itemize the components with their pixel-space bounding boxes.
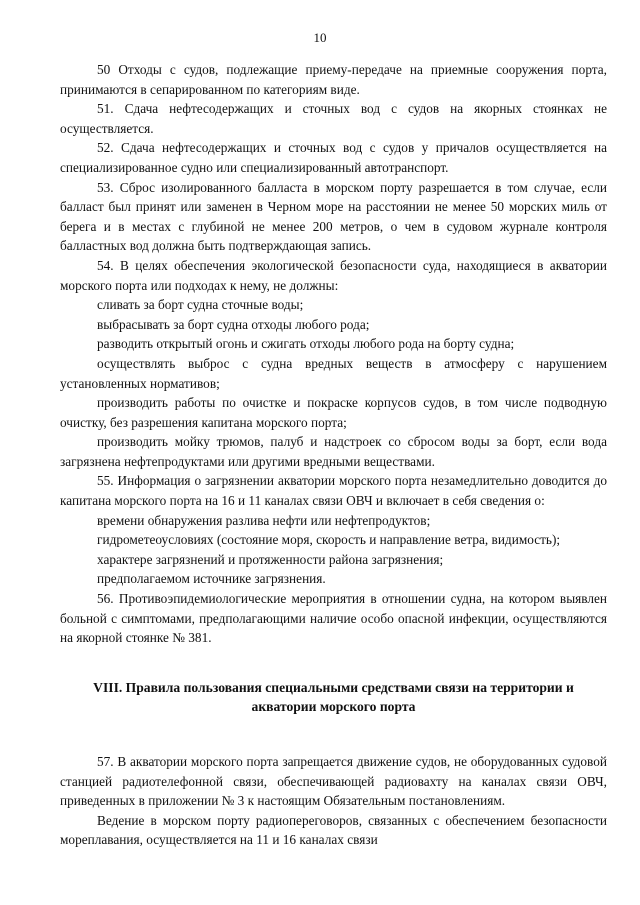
list-item: гидрометеоусловиях (состояние моря, скорость и направление ветра, видимость); [97, 532, 561, 548]
list-item: сливать за борт судна сточные воды; [97, 297, 304, 313]
list-item: времени обнаружения разлива нефти или нефтепродуктов; [97, 512, 431, 528]
paragraph-55: 55. Информация о загрязнении акватории морского порта незамедлительно доводится до капитана морского порта на 16 и 11 каналах связи ОВЧ и включает в себя сведения о: [60, 473, 607, 509]
list-item: характере загрязнений и протяженности района загрязнения; [97, 551, 444, 567]
paragraph-56: 56. Противоэпидемиологические мероприятия в отношении судна, на котором выявлен больной с симптомами, предполагающими наличие особо опасной инфекции, осуществляются на якорной стоянке № 381. [60, 591, 607, 646]
paragraph-52: 52. Сдача нефтесодержащих и сточных вод с судов у причалов осуществляется на специализированное судно или специализированный автотранспорт. [60, 140, 607, 175]
paragraph-54: 54. В целях обеспечения экологической безопасности суда, находящиеся в акватории морского порта или подходах к нему, не должны: [60, 257, 607, 293]
list-item: разводить открытый огонь и сжигать отходы любого рода на борту судна; [97, 336, 515, 352]
list-item: осуществлять выброс с судна вредных веществ в атмосферу с нарушением установленных нормативов; [60, 355, 607, 391]
paragraph-57-continued: Ведение в морском порту радиопереговоров, связанных с обеспечением безопасности мореплавания, осуществляется на 11 и 16 каналах связи [60, 812, 607, 848]
list-item: производить мойку трюмов, палуб и надстроек со сбросом воды за борт, если вода загрязнена нефтепродуктами или другими вредными веществами. [60, 434, 607, 469]
list-item: предполагаемом источнике загрязнения. [97, 571, 326, 587]
document-body [60, 60, 607, 850]
page-number: 10 [313, 30, 327, 45]
section-heading: VIII. Правила пользования специальными средствами связи на территории и акватории морского порта [93, 679, 574, 715]
paragraph-51: 51. Сдача нефтесодержащих и сточных вод с судов на якорных стоянках не осуществляется. [60, 101, 607, 136]
paragraph-53: 53. Сброс изолированного балласта в морском порту разрешается в том случае, если балласт был принят или заменен в Черном море на расстоянии не менее 50 морских миль от берега и в местах с глубиной не менее 200 метров, о чем в судовом журнале контроля балластных вод должна быть подтверждающая запись. [60, 179, 607, 254]
list-item: производить работы по очистке и покраске корпусов судов, в том числе подводную очистку, без разрешения капитана морского порта; [60, 395, 607, 430]
paragraph-57: 57. В акватории морского порта запрещается движение судов, не оборудованных судовой станцией радиотелефонной связи, обеспечивающей радиовахту на каналах связи ОВЧ, приведенных в приложении № 3 к настоящим Обязательным постановлениям. [60, 754, 607, 809]
paragraph-50: 50 Отходы с судов, подлежащие приему-передаче на приемные сооружения порта, принимаются в сепарированном по категориям виде. [60, 62, 607, 97]
list-item: выбрасывать за борт судна отходы любого рода; [97, 316, 370, 332]
